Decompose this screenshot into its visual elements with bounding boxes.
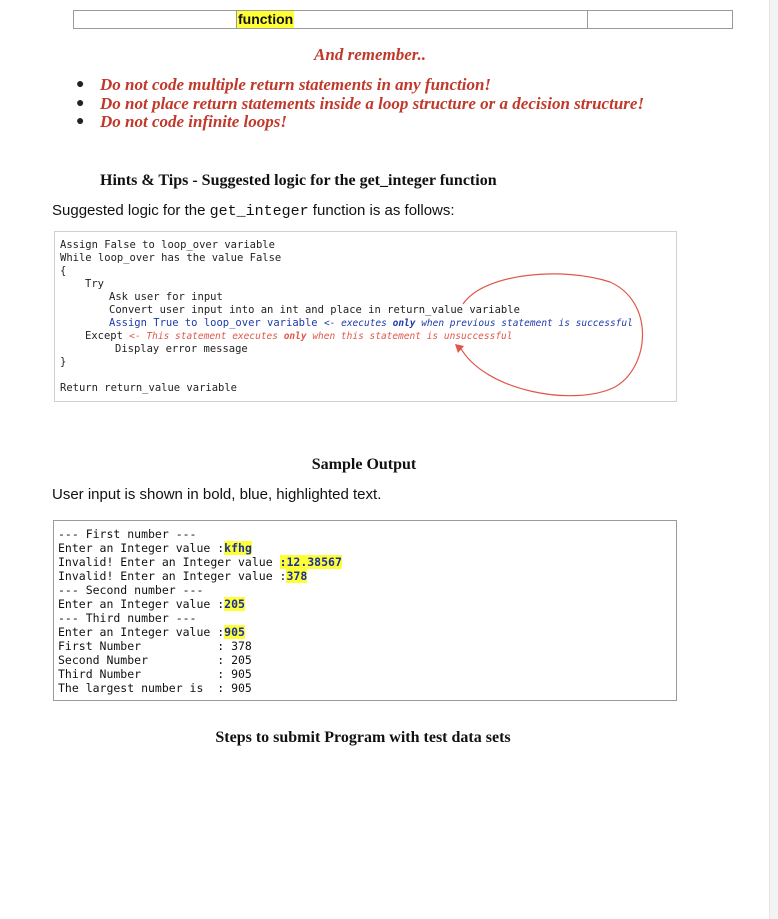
output-line [58,653,252,667]
logic-assign-true: Assign True to loop_over variable [109,317,318,329]
top-table-row [73,10,733,29]
rule-text: Do not code infinite loops! [100,112,288,131]
output-text: --- First number --- [58,527,197,541]
user-input: 378 [286,569,308,583]
table-divider [587,11,588,28]
bullet-icon: ● [76,114,85,129]
logic-line: Return return_value variable [60,382,238,394]
loop-arrow-icon [55,232,678,403]
output-line [58,639,252,653]
logic-line: Display error message [115,343,248,355]
output-line [58,569,307,583]
bullet-icon: ● [76,95,85,111]
output-text: --- Third number --- [58,611,197,625]
output-text: Second Number : 205 [58,653,252,667]
logic-except-note: <- This statement executes only when this statement is unsuccessful [129,331,513,342]
output-line [58,555,342,569]
output-text: Enter an Integer value : [58,625,225,639]
output-text: Invalid! Enter an Integer value : [58,569,287,583]
output-line [58,681,252,695]
output-line [58,597,245,611]
output-line [58,527,196,541]
user-input: 205 [224,597,245,611]
rule-text: Do not place return statements inside a loop structure or a decision structure! [100,93,645,113]
scrollbar-track[interactable] [769,0,778,919]
sample-output-title: Sample Output [311,456,417,473]
logic-assign-note: <- executes only when previous statement is successful [323,318,633,329]
sample-output-box [53,520,677,701]
output-line [58,667,252,681]
hints-intro-code: get_integer [209,203,309,220]
user-input: 905 [224,625,245,639]
hints-intro [52,202,455,220]
output-text: Enter an Integer value : [58,597,225,611]
bullet-icon: ● [76,77,85,92]
logic-line: While loop_over has the value False [60,252,282,264]
logic-box [54,231,677,402]
output-line [58,583,203,597]
output-line [58,625,245,639]
rule-item [76,76,644,95]
steps-title: Steps to submit Program with test data sets [215,729,511,746]
user-input: kfhg [224,541,252,555]
logic-line: Try [85,278,104,290]
user-input: :12.38567 [279,555,342,569]
logic-except: Except [85,330,123,342]
output-text: --- Second number --- [58,583,204,597]
rule-item [76,95,644,114]
output-text: Invalid! Enter an Integer value [58,555,280,569]
logic-line: Ask user for input [109,291,223,303]
hints-intro-before: Suggested logic for the [52,202,210,219]
sample-description: User input is shown in bold, blue, highlighted text. [52,486,382,503]
logic-line: Assign False to loop_over variable [60,239,275,251]
rules-list [76,76,644,132]
output-text: Enter an Integer value : [58,541,225,555]
rule-item [76,113,644,132]
hints-title: Hints & Tips - Suggested logic for the get_integer function [100,172,497,189]
output-text: First Number : 378 [58,639,252,653]
output-text: Third Number : 905 [58,667,252,681]
logic-line: Convert user input into an int and place in return_value variable [109,304,520,316]
output-line [58,541,252,555]
logic-line: { [60,265,67,277]
hints-intro-after: function is as follows: [308,202,455,219]
table-cell-function: function [238,11,294,27]
rule-text: Do not code multiple return statements in any function! [100,75,492,94]
emphasis-only: only [283,331,307,342]
emphasis-only: only [392,318,416,329]
output-line [58,611,196,625]
loop-arrow-path [460,274,643,396]
logic-line: } [60,356,67,368]
remember-heading: And remember.. [314,45,426,64]
output-text: The largest number is : 905 [58,681,252,695]
